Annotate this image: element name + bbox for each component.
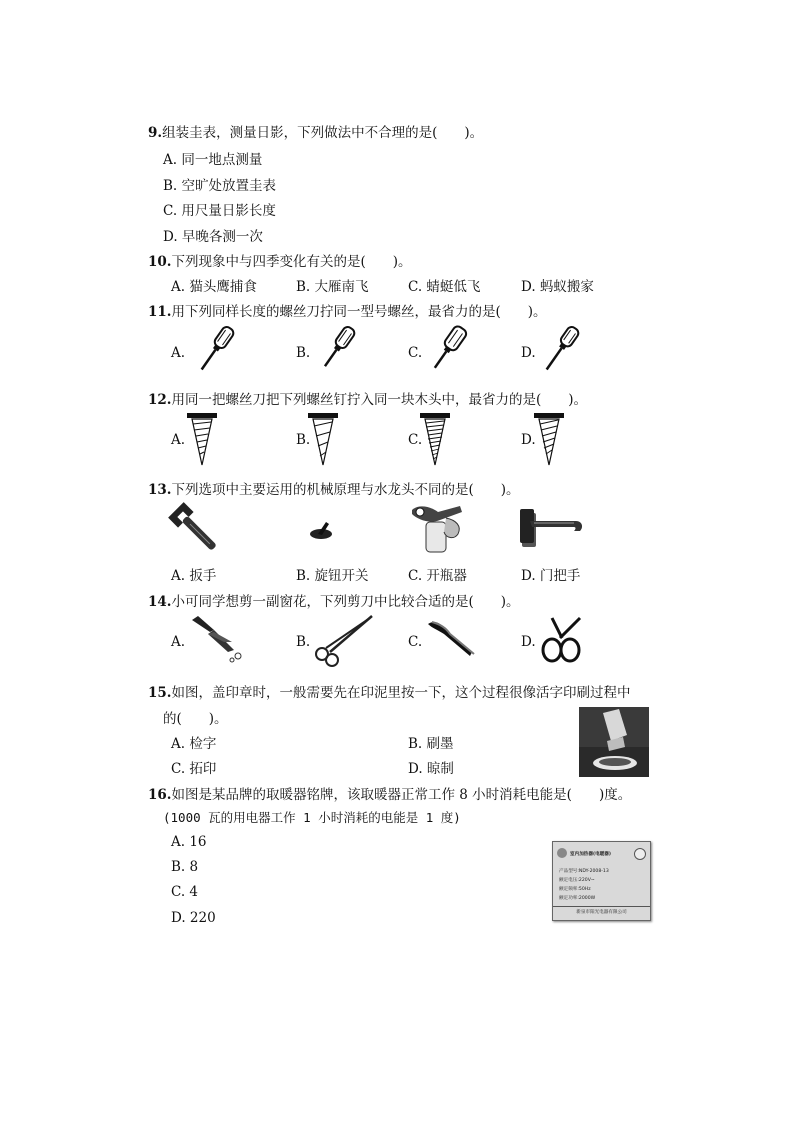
screwdriver-icon-b xyxy=(313,322,361,377)
screw-icon-a xyxy=(186,412,218,467)
q13-option-d[interactable]: D. 门把手 xyxy=(521,568,581,584)
q14-option-a[interactable]: A. xyxy=(171,634,186,650)
q9-option-b[interactable]: B. 空旷处放置圭表 xyxy=(163,178,277,194)
q12-option-d[interactable]: D. xyxy=(521,432,536,448)
q16-option-b[interactable]: B. 8 xyxy=(171,859,199,875)
q13-option-c[interactable]: C. 开瓶器 xyxy=(408,568,467,584)
q12-option-b[interactable]: B. xyxy=(296,432,311,448)
q16-text: 如图是某品牌的取暖器铭牌，该取暖器正常工作 8 小时消耗电能是( )度。 xyxy=(171,787,632,803)
seal-stamp-photo xyxy=(579,707,649,777)
nameplate-maker: 新泉市阳光电器有限公司 xyxy=(553,906,650,915)
q11-option-a[interactable]: A. xyxy=(171,345,186,361)
nameplate-power: 额定功率:2000W xyxy=(559,896,596,901)
q12-number: 12. xyxy=(148,392,172,408)
q13-stem xyxy=(148,478,520,498)
q16-note: (1000 瓦的用电器工作 1 小时消耗的电能是 1 度) xyxy=(163,810,461,825)
q16-option-c[interactable]: C. 4 xyxy=(171,884,199,900)
q13-option-b[interactable]: B. 旋钮开关 xyxy=(296,568,369,584)
q10-option-c[interactable]: C. 蜻蜓低飞 xyxy=(408,279,481,295)
q11-option-c[interactable]: C. xyxy=(408,345,423,361)
q15-option-b[interactable]: B. 刷墨 xyxy=(408,736,454,752)
q16-number: 16. xyxy=(148,787,172,803)
q9-stem xyxy=(148,121,483,141)
thread-snips-icon xyxy=(424,618,478,660)
q16-option-d[interactable]: D. 220 xyxy=(171,910,216,926)
screw-icon-c xyxy=(419,412,451,467)
q14-option-d[interactable]: D. xyxy=(521,634,536,650)
q14-option-b[interactable]: B. xyxy=(296,634,311,650)
q14-stem xyxy=(148,590,520,610)
q11-stem xyxy=(148,300,547,320)
q9-option-d[interactable]: D. 早晚各测一次 xyxy=(163,229,263,245)
q10-option-b[interactable]: B. 大雁南飞 xyxy=(296,279,369,295)
q15-stem xyxy=(148,681,631,701)
q9-text: 组装圭表，测量日影，下列做法中不合理的是( )。 xyxy=(162,125,484,141)
q16-option-a[interactable]: A. 16 xyxy=(171,834,207,850)
q13-text: 下列选项中主要运用的机械原理与水龙头不同的是( )。 xyxy=(171,482,520,498)
nameplate-voltage: 额定电压:220V~ xyxy=(559,878,595,883)
q15-option-a[interactable]: A. 检字 xyxy=(171,736,217,752)
q14-number: 14. xyxy=(148,594,172,610)
q13-option-a[interactable]: A. 扳手 xyxy=(171,568,217,584)
nameplate-frequency: 额定频率:50Hz xyxy=(559,887,591,892)
screw-icon-d xyxy=(533,412,565,467)
q15-text: 如图，盖印章时，一般需要先在印泥里按一下，这个过程很像活字印刷过程中 xyxy=(171,685,631,701)
certification-mark-icon xyxy=(634,848,646,860)
nameplate-title: 室内加热器(电暖器) xyxy=(570,852,611,857)
bottle-opener-icon xyxy=(408,500,468,555)
long-scissors-icon xyxy=(312,612,376,668)
q10-stem xyxy=(148,250,412,270)
q16-stem xyxy=(148,783,631,803)
q10-text: 下列现象中与四季变化有关的是( )。 xyxy=(171,254,412,270)
q13-number: 13. xyxy=(148,482,172,498)
pruning-shears-icon xyxy=(188,612,248,664)
q15-number: 15. xyxy=(148,685,172,701)
q10-number: 10. xyxy=(148,254,172,270)
screw-icon-b xyxy=(307,412,339,467)
q12-option-a[interactable]: A. xyxy=(171,432,186,448)
wrench-icon xyxy=(166,500,224,558)
heater-nameplate xyxy=(552,841,651,921)
q12-option-c[interactable]: C. xyxy=(408,432,423,448)
door-handle-icon xyxy=(518,505,586,550)
q15-stem-line2: 的( )。 xyxy=(163,711,228,727)
brand-logo-icon xyxy=(557,848,567,858)
q15-option-c[interactable]: C. 拓印 xyxy=(171,761,217,777)
q15-option-d[interactable]: D. 晾制 xyxy=(408,761,454,777)
q9-option-a[interactable]: A. 同一地点测量 xyxy=(163,152,263,168)
q9-option-c[interactable]: C. 用尺量日影长度 xyxy=(163,203,276,219)
q11-text: 用下列同样长度的螺丝刀拧同一型号螺丝，最省力的是( )。 xyxy=(171,304,547,320)
q11-option-d[interactable]: D. xyxy=(521,345,536,361)
q10-option-d[interactable]: D. 蚂蚁搬家 xyxy=(521,279,594,295)
q10-option-a[interactable]: A. 猫头鹰捕食 xyxy=(171,279,257,295)
q12-stem xyxy=(148,388,587,408)
q12-text: 用同一把螺丝刀把下列螺丝钉拧入同一块木头中，最省力的是( )。 xyxy=(171,392,588,408)
q11-option-b[interactable]: B. xyxy=(296,345,311,361)
screwdriver-icon-c xyxy=(424,322,472,377)
q9-number: 9. xyxy=(148,125,163,141)
knob-switch-icon xyxy=(306,518,336,542)
screwdriver-icon-d xyxy=(537,322,585,377)
screwdriver-icon-a xyxy=(192,322,240,377)
q14-option-c[interactable]: C. xyxy=(408,634,423,650)
nameplate-model: 产品型号:NDY-2008-13 xyxy=(559,869,609,874)
q11-number: 11. xyxy=(148,304,172,320)
q14-text: 小可同学想剪一副窗花，下列剪刀中比较合适的是( )。 xyxy=(171,594,520,610)
paper-cut-scissors-icon xyxy=(538,614,586,664)
